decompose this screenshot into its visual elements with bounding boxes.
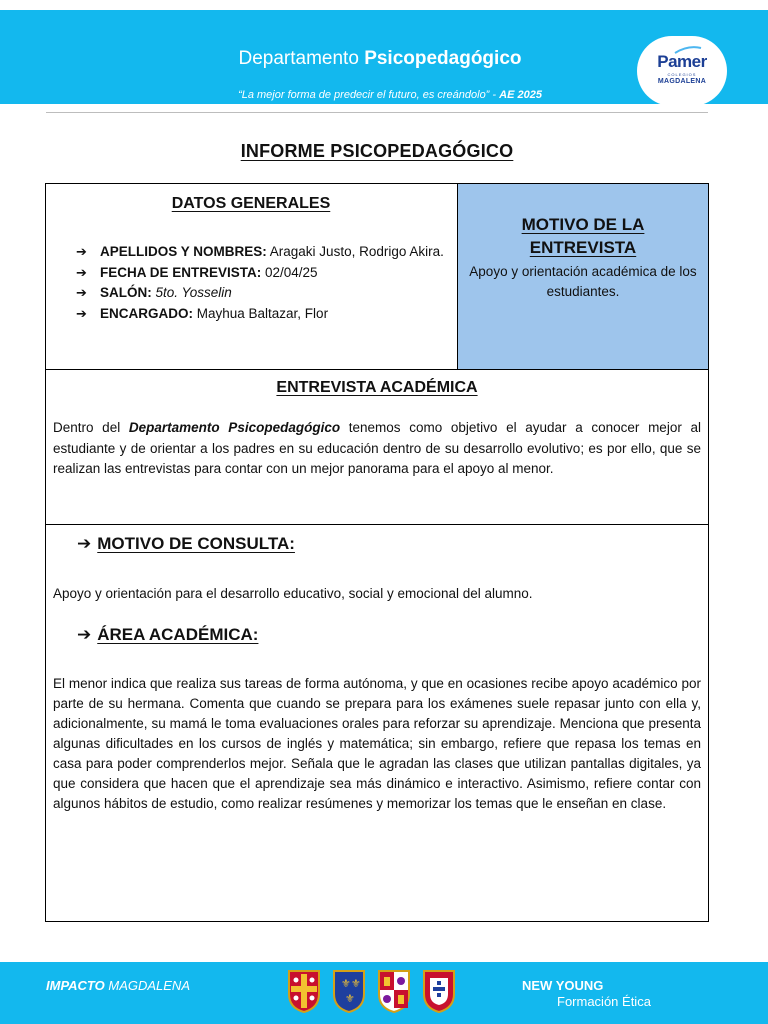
vertical-divider <box>457 184 458 369</box>
logo-campus: MAGDALENA <box>657 78 707 85</box>
crest-fleur-de-lis-icon <box>331 968 367 1014</box>
crest-red-cross-icon <box>286 968 322 1014</box>
list-item: ➔ FECHA DE ENTREVISTA: 02/04/25 <box>76 263 456 284</box>
divider-1 <box>46 369 708 370</box>
crest-portugal-icon <box>421 968 457 1014</box>
report-box <box>45 183 709 922</box>
svg-text:⚜: ⚜ <box>351 977 361 990</box>
report-title: INFORME PSICOPEDAGÓGICO <box>240 141 514 161</box>
footer-right-title: NEW YOUNG <box>522 978 604 993</box>
motivo-entrevista-heading: MOTIVO DE LA ENTREVISTA <box>521 215 645 257</box>
arrow-right-icon: ➔ <box>76 264 87 280</box>
area-academica-text: El menor indica que realiza sus tareas de forma autónoma, y que en ocasiones recibe apoyo académico por parte de su hermana. Comenta que cuando se prepara para los exámenes suele repasar junto con ella y, adicionalmente, su mamá le toma evaluaciones orales para reforzar su aprendizaje. Menciona que presenta algunas dificultades en los cursos de inglés y matemática; sin embargo, refiere que repasa los temas en casa para poder comprenderlos mejor. Señala que le agradan las clases que utilizan pantallas digitales, ya que considera que hacen que el aprendizaje sea más dinámico e interactivo. Asimismo, refiere contar con algunos hábitos de estudio, como realizar resúmenes y memorizar los temas que le enseñan en clase. <box>53 676 701 811</box>
logo-colegios: COLEGIOS <box>667 72 697 77</box>
datos-generales-heading: DATOS GENERALES <box>171 195 331 212</box>
motivo-consulta-heading: ➔ MOTIVO DE CONSULTA: <box>77 534 295 553</box>
list-item: ➔ SALÓN: 5to. Yosselin <box>76 283 456 304</box>
arrow-right-icon: ➔ <box>77 625 92 644</box>
divider-2 <box>46 524 708 525</box>
motivo-consulta-text: Apoyo y orientación para el desarrollo educativo, social y emocional del alumno. <box>53 586 533 601</box>
motivo-entrevista-cell <box>458 184 708 369</box>
arrow-right-icon: ➔ <box>77 534 92 553</box>
logo-brand: Pamer <box>657 52 707 71</box>
footer-right-subtitle: Formación Ética <box>557 994 651 1009</box>
arrow-right-icon: ➔ <box>76 244 87 259</box>
entrevista-text: Dentro del Departamento Psicopedagógico tenemos como objetivo el ayudar a conocer mejor al estudiante y de orientar a los padres en su educación dentro de su desarrollo evolutivo; es por ello, que se realizan las entrevistas para contar con un mejor panorama para el apoyo al menor. <box>53 420 701 476</box>
header-quote: “La mejor forma de predecir el futuro, es creándolo” - AE 2025 <box>238 89 542 101</box>
svg-text:⚜: ⚜ <box>341 977 351 990</box>
datos-list <box>76 242 456 324</box>
header-rule <box>46 112 708 113</box>
pamer-logo <box>637 36 727 106</box>
arrow-right-icon: ➔ <box>76 285 87 300</box>
list-item: ➔ APELLIDOS Y NOMBRES: Aragaki Justo, Rodrigo Akira. <box>76 242 456 263</box>
list-item: ➔ ENCARGADO: Mayhua Baltazar, Flor <box>76 304 456 325</box>
department-title: Departamento Psicopedagógico <box>238 48 522 69</box>
motivo-entrevista-text: Apoyo y orientación académica de los estudiantes. <box>469 264 697 299</box>
footer-left: IMPACTO MAGDALENA <box>46 978 190 993</box>
arrow-right-icon: ➔ <box>76 305 87 321</box>
crest-castle-lion-icon <box>376 968 412 1014</box>
area-academica-heading: ➔ ÁREA ACADÉMICA: <box>77 625 259 644</box>
footer-band <box>0 962 768 1024</box>
entrevista-heading: ENTREVISTA ACADÉMICA <box>276 379 478 396</box>
header-band <box>0 10 768 104</box>
svg-text:⚜: ⚜ <box>345 992 355 1005</box>
